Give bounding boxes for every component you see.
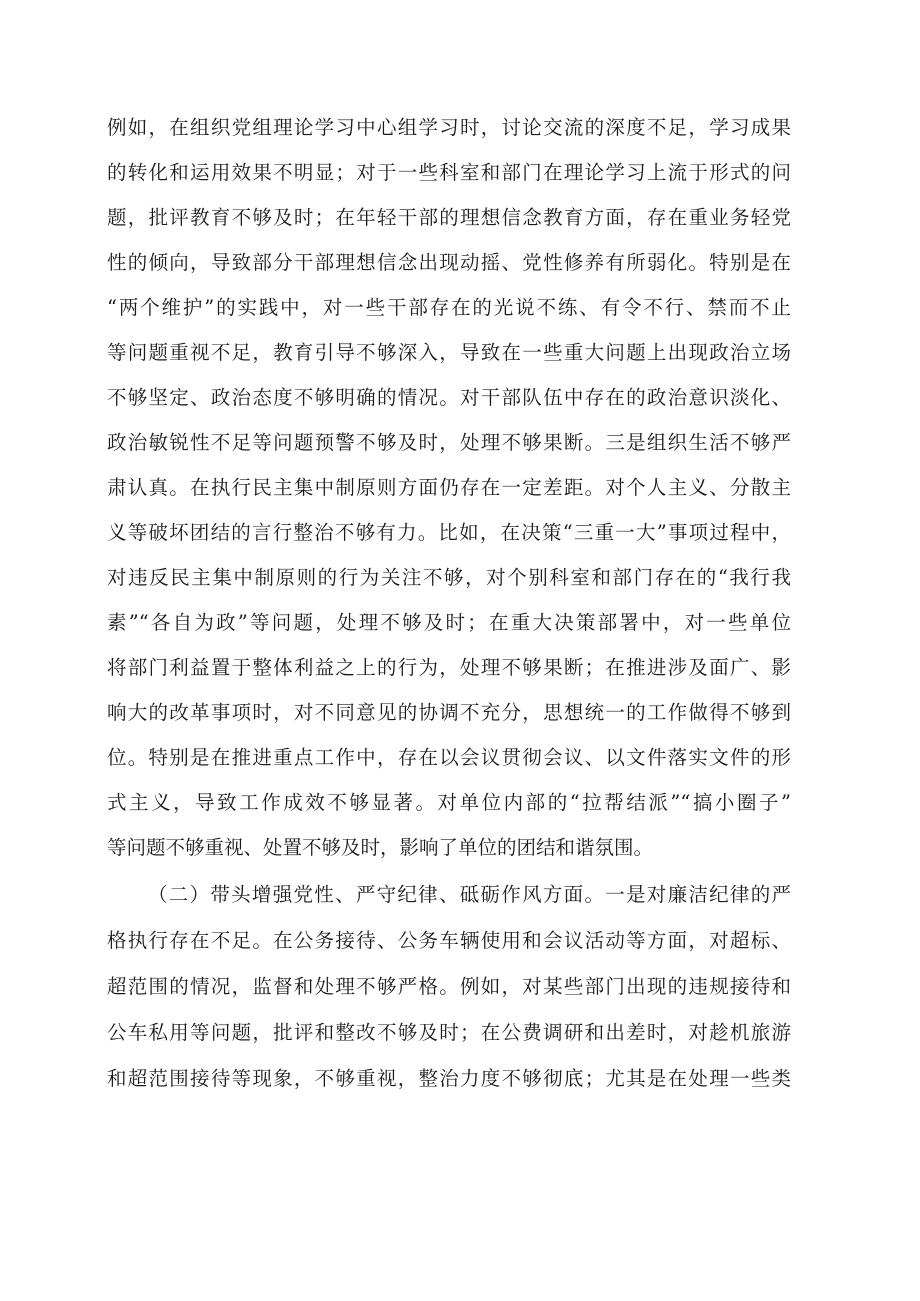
text-line-12: 素”“各自为政”等问题，处理不够及时；在重大决策部署中，对一些单位 [107, 611, 791, 634]
section-heading-line: （二）带头增强党性、严守纪律、砥砺作风方面。一是对廉洁纪律的严 [148, 883, 791, 906]
text-line-3: 题，批评教育不够及时；在年轻干部的理想信念教育方面，存在重业务轻党 [107, 206, 791, 229]
text-line-8: 政治敏锐性不足等问题预警不够及时，处理不够果断。三是组织生活不够严 [107, 431, 791, 454]
text-line-22: 和超范围接待等现象，不够重视，整治力度不够彻底；尤其是在处理一些类 [107, 1067, 791, 1090]
text-line-6: 等问题重视不足，教育引导不够深入，导致在一些重大问题上出现政治立场 [107, 341, 791, 364]
text-line-1: 例如，在组织党组理论学习中心组学习时，讨论交流的深度不足，学习成果 [107, 116, 791, 139]
text-line-10: 义等破坏团结的言行整治不够有力。比如，在决策“三重一大”事项过程中， [107, 521, 791, 544]
text-line-9: 肃认真。在执行民主集中制原则方面仍存在一定差距。对个人主义、分散主 [107, 476, 791, 499]
text-line-11: 对违反民主集中制原则的行为关注不够，对个别科室和部门存在的“我行我 [107, 566, 791, 589]
text-line-14: 响大的改革事项时，对不同意见的协调不充分，思想统一的工作做得不够到 [107, 701, 791, 724]
text-line-13: 将部门利益置于整体利益之上的行为，处理不够果断；在推进涉及面广、影 [107, 656, 791, 679]
text-line-5: “两个维护”的实践中，对一些干部存在的光说不练、有令不行、禁而不止 [107, 296, 791, 319]
text-line-15: 位。特别是在推进重点工作中，存在以会议贯彻会议、以文件落实文件的形 [107, 746, 791, 769]
text-line-4: 性的倾向，导致部分干部理想信念出现动摇、党性修养有所弱化。特别是在 [107, 251, 791, 274]
text-line-21: 公车私用等问题，批评和整改不够及时；在公费调研和出差时，对趁机旅游 [107, 1021, 791, 1044]
text-line-7: 不够坚定、政治态度不够明确的情况。对干部队伍中存在的政治意识淡化、 [107, 386, 791, 409]
text-line-17: 等问题不够重视、处置不够及时，影响了单位的团结和谐氛围。 [107, 836, 654, 859]
text-line-2: 的转化和运用效果不明显；对于一些科室和部门在理论学习上流于形式的问 [107, 161, 791, 184]
text-line-16: 式主义，导致工作成效不够显著。对单位内部的“拉帮结派”“搞小圈子” [107, 791, 791, 814]
text-line-20: 超范围的情况，监督和处理不够严格。例如，对某些部门出现的违规接待和 [107, 975, 791, 998]
text-line-19: 格执行存在不足。在公务接待、公务车辆使用和会议活动等方面，对超标、 [107, 929, 791, 952]
